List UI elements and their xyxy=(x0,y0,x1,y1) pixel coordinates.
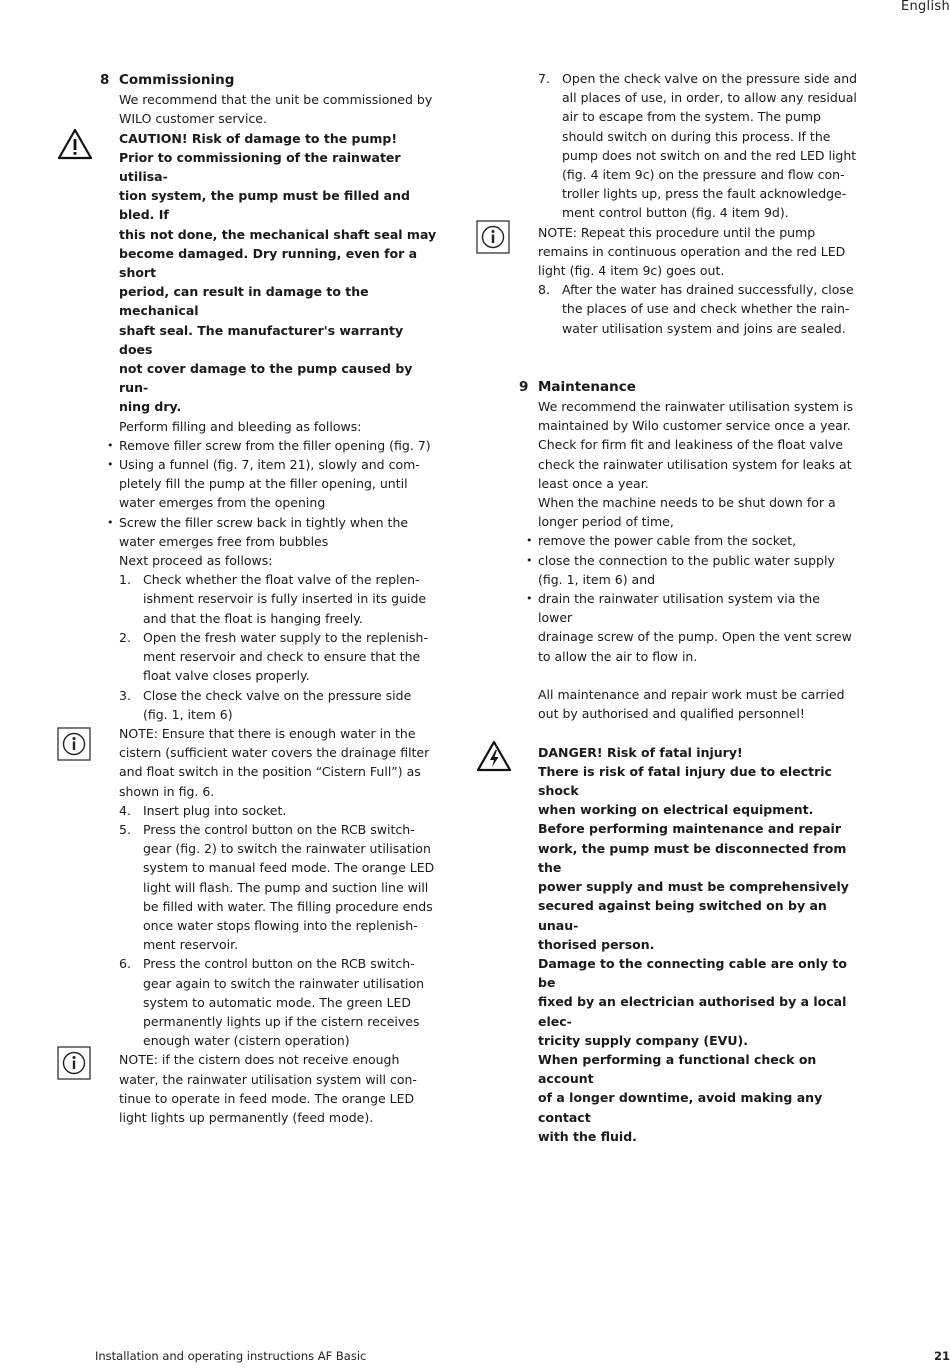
text-line: permanently lights up if the cistern receives xyxy=(143,1013,420,1029)
text-line: air to escape from the system. The pump xyxy=(562,109,821,125)
text-line: period, can result in damage to the mechanical xyxy=(119,284,369,319)
text-line: ishment reservoir is fully inserted in its guide xyxy=(143,591,427,607)
text-line: (fig. 4 item 9c) on the pressure and flow con- xyxy=(562,167,845,183)
step-number: 1. xyxy=(119,572,131,588)
text-line: Open the fresh water supply to the replenish- xyxy=(143,629,428,645)
text-line: DANGER! Risk of fatal injury! xyxy=(538,744,743,760)
danger-text xyxy=(538,743,858,1146)
caution-block xyxy=(119,129,437,417)
bullet-item xyxy=(119,455,437,513)
text-line: NOTE: Repeat this procedure until the pump xyxy=(538,224,816,240)
text-line: with the fluid. xyxy=(538,1128,637,1144)
steps-1-3 xyxy=(119,570,437,724)
text-line: Press the control button on the RCB switch- xyxy=(143,821,415,837)
step-number: 3. xyxy=(119,687,131,703)
numbered-step xyxy=(119,628,437,686)
note-1 xyxy=(119,724,437,801)
text-line: maintained by Wilo customer service once a year. xyxy=(538,418,851,434)
numbered-step xyxy=(119,820,437,954)
text-line: thorised person. xyxy=(538,936,655,952)
text-line: longer period of time, xyxy=(538,514,674,530)
text-line: After the water has drained successfully, close xyxy=(562,282,854,298)
note-2 xyxy=(119,1050,437,1127)
text-line: Check whether the float valve of the replen- xyxy=(143,572,420,588)
text-line: enough water (cistern operation) xyxy=(143,1033,350,1049)
text-line: light will flash. The pump and suction line will xyxy=(143,879,429,895)
caution-text xyxy=(119,129,437,417)
text-line: light (fig. 4 item 9c) goes out. xyxy=(538,263,725,279)
text-line: We recommend the rainwater utilisation system is xyxy=(538,399,853,415)
text-line: Prior to commissioning of the rainwater utilisa- xyxy=(119,149,401,185)
text-line: water, the rainwater utilisation system will con- xyxy=(119,1071,417,1087)
text-line: • close the connection to the public water supply xyxy=(538,552,835,568)
text-line: be filled with water. The filling procedure ends xyxy=(143,898,433,914)
text-line: once water stops flowing into the replenish- xyxy=(143,917,418,933)
text-line: Open the check valve on the pressure side and xyxy=(562,71,858,86)
maintenance-paragraph xyxy=(538,397,858,531)
language-label: English xyxy=(900,0,950,14)
text-line: Check for firm fit and leakiness of the float valve xyxy=(538,437,844,453)
step-number: 8. xyxy=(538,282,550,298)
text-line: pletely fill the pump at the filler opening, until xyxy=(119,476,408,492)
numbered-step xyxy=(538,280,858,338)
text-line: water emerges from the opening xyxy=(119,495,326,511)
electric-hazard-icon xyxy=(476,739,512,773)
right-column xyxy=(519,69,858,1146)
text-line: shown in fig. 6. xyxy=(119,783,215,799)
bullet-item xyxy=(119,436,437,455)
text-line: fixed by an electrician authorised by a local elec- xyxy=(538,994,847,1029)
left-column xyxy=(100,69,437,1127)
text-line: float valve closes properly. xyxy=(143,668,310,684)
section-8-heading xyxy=(100,71,437,90)
perform-line: Perform filling and bleeding as follows: xyxy=(119,418,362,434)
text-line: • remove the power cable from the socket, xyxy=(538,533,797,549)
warning-icon xyxy=(57,127,93,161)
qualified-personnel-note xyxy=(538,685,858,723)
numbered-step xyxy=(119,954,437,1050)
text-line: drainage screw of the pump. Open the vent screw xyxy=(538,629,852,645)
text-line: check the rainwater utilisation system for leaks at xyxy=(538,456,852,472)
text-line: Press the control button on the RCB switch- xyxy=(143,956,415,972)
text-line: We recommend that the unit be commissioned by xyxy=(119,92,433,108)
text-line: light lights up permanently (feed mode). xyxy=(119,1109,374,1125)
text-line: All maintenance and repair work must be carried xyxy=(538,687,845,703)
info-icon xyxy=(476,220,510,254)
text-line: become damaged. Dry running, even for a short xyxy=(119,245,418,281)
bullet-item xyxy=(538,531,858,550)
text-line: There is risk of fatal injury due to electric shock xyxy=(538,763,832,799)
text-line: and float switch in the position “Cistern Full”) as xyxy=(119,764,421,780)
text-line: ment control button (fig. 4 item 9d). xyxy=(562,205,789,221)
text-line: when working on electrical equipment. xyxy=(538,802,814,818)
step-number: 6. xyxy=(119,956,131,972)
bullet-item xyxy=(538,551,858,589)
text-line: of a longer downtime, avoid making any contact xyxy=(538,1090,823,1125)
intro-paragraph xyxy=(119,90,437,128)
text-line: (fig. 1, item 6) xyxy=(143,706,233,722)
text-line: water emerges free from bubbles xyxy=(119,533,329,549)
text-line: tinue to operate in feed mode. The orange LED xyxy=(119,1090,415,1106)
text-line: • drain the rainwater utilisation system via the lower xyxy=(538,591,820,626)
text-line: WILO customer service. xyxy=(119,111,267,127)
text-line: gear again to switch the rainwater utilisation xyxy=(143,975,425,991)
note-1-text xyxy=(119,724,437,801)
text-line: system to automatic mode. The green LED xyxy=(143,994,412,1010)
note-3-text xyxy=(538,223,858,281)
section-number: 9 xyxy=(519,378,529,395)
text-line: • Screw the filler screw back in tightly when the xyxy=(119,514,409,530)
text-line: to allow the air to flow in. xyxy=(538,648,698,664)
text-line: CAUTION! Risk of damage to the pump! xyxy=(119,130,398,146)
text-line: tricity supply company (EVU). xyxy=(538,1032,748,1048)
numbered-step xyxy=(119,801,437,820)
note-3 xyxy=(538,223,858,281)
text-line: out by authorised and qualified personnel! xyxy=(538,706,805,722)
bullet-item xyxy=(119,513,437,551)
steps-4-6 xyxy=(119,801,437,1051)
numbered-step xyxy=(119,570,437,628)
step-8 xyxy=(538,280,858,338)
text-line: secured against being switched on by an unau- xyxy=(538,898,827,933)
info-icon xyxy=(57,727,91,761)
text-line: work, the pump must be disconnected from the xyxy=(538,840,847,875)
next-line: Next proceed as follows: xyxy=(119,553,273,569)
text-line: Damage to the connecting cable are only to be xyxy=(538,955,847,991)
text-line: Before performing maintenance and repair xyxy=(538,821,841,837)
note-2-text xyxy=(119,1050,437,1127)
text-line: gear (fig. 2) to switch the rainwater utilisation xyxy=(143,841,431,857)
text-line: all places of use, in order, to allow any residual xyxy=(562,90,857,106)
text-line: tion system, the pump must be filled and bled. If xyxy=(119,188,410,223)
text-line: • Using a funnel (fig. 7, item 21), slowly and com- xyxy=(119,457,420,473)
text-line: When the machine needs to be shut down for a xyxy=(538,495,836,511)
step-number: 7. xyxy=(538,71,550,86)
step-number: 5. xyxy=(119,821,131,837)
text-line: (fig. 1, item 6) and xyxy=(538,571,656,587)
shutdown-bullets xyxy=(538,531,858,665)
text-line: cistern (sufficient water covers the drainage filter xyxy=(119,745,430,761)
text-line: troller lights up, press the fault acknowledge- xyxy=(562,186,847,202)
text-line: remains in continuous operation and the red LED xyxy=(538,243,846,259)
page-number: 21 xyxy=(933,1349,950,1363)
text-line: ning dry. xyxy=(119,399,182,415)
section-9-heading xyxy=(519,378,858,397)
step-7 xyxy=(538,69,858,223)
numbered-step xyxy=(119,686,437,724)
step-number: 2. xyxy=(119,629,131,645)
section-title: Commissioning xyxy=(119,72,235,88)
numbered-step xyxy=(538,69,858,223)
footer-title: Installation and operating instructions AF Basic xyxy=(95,1349,367,1363)
text-line: water utilisation system and joins are sealed. xyxy=(562,320,846,336)
text-line: and that the float is hanging freely. xyxy=(143,610,363,626)
danger-block xyxy=(538,743,858,1146)
text-line: power supply and must be comprehensively xyxy=(538,879,849,895)
text-line: not cover damage to the pump caused by run- xyxy=(119,361,413,396)
section-title: Maintenance xyxy=(538,378,636,395)
text-line: the places of use and check whether the rain- xyxy=(562,301,850,317)
text-line: Insert plug into socket. xyxy=(143,802,287,818)
info-icon xyxy=(57,1046,91,1080)
text-line: When performing a functional check on account xyxy=(538,1051,817,1087)
section-number: 8 xyxy=(100,72,110,88)
text-line: NOTE: Ensure that there is enough water in the xyxy=(119,725,416,741)
text-line: least once a year. xyxy=(538,475,649,491)
filling-bullets xyxy=(119,436,437,551)
text-line: NOTE: if the cistern does not receive enough xyxy=(119,1052,400,1068)
text-line: system to manual feed mode. The orange LED xyxy=(143,860,435,876)
bullet-item xyxy=(538,589,858,666)
text-line: pump does not switch on and the red LED light xyxy=(562,147,857,163)
text-line: this not done, the mechanical shaft seal may xyxy=(119,226,437,242)
text-line: shaft seal. The manufacturer's warranty does xyxy=(119,322,404,357)
text-line: Close the check valve on the pressure side xyxy=(143,687,412,703)
text-line: ment reservoir and check to ensure that the xyxy=(143,649,421,665)
text-line: • Remove filler screw from the filler opening (fig. 7) xyxy=(119,437,431,453)
text-line: ment reservoir. xyxy=(143,937,239,953)
text-line: should switch on during this process. If the xyxy=(562,128,831,144)
step-number: 4. xyxy=(119,802,131,818)
